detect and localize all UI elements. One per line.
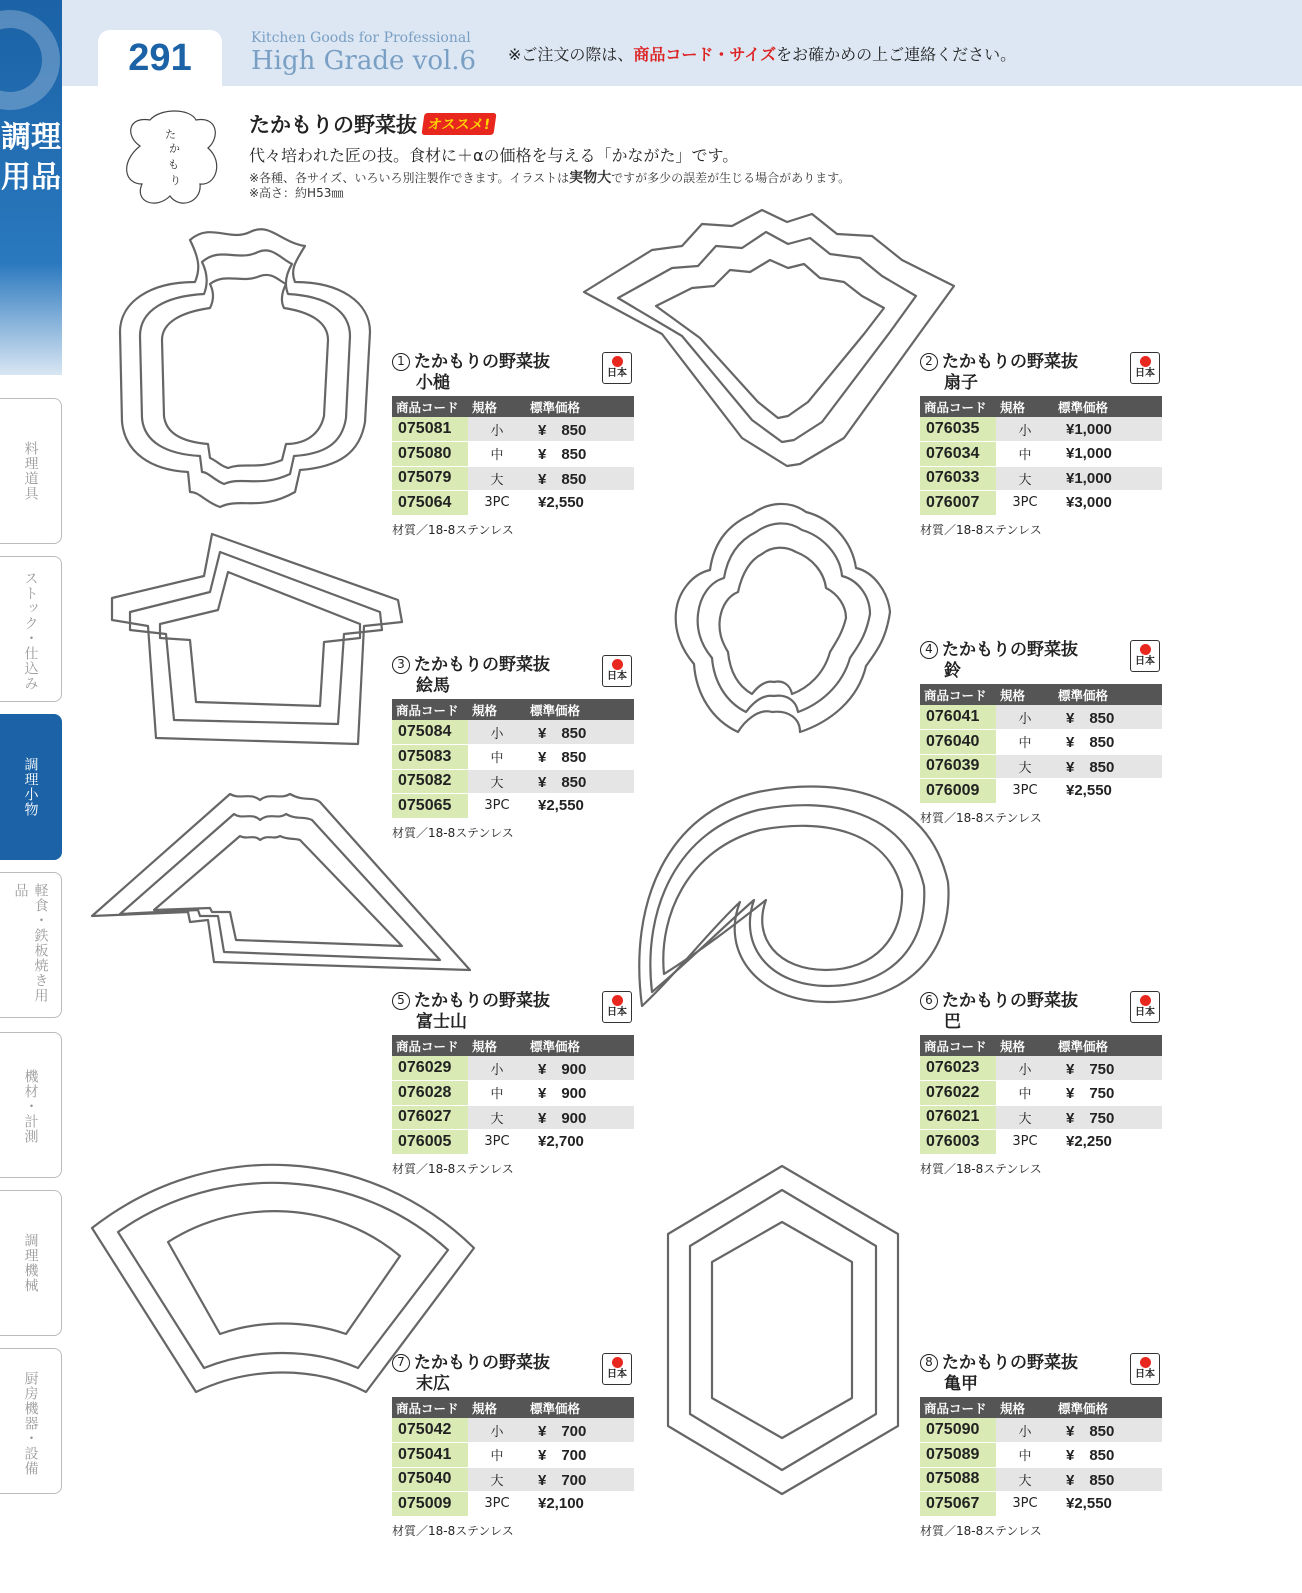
product-code: 076029	[392, 1056, 468, 1081]
product-price: ¥2,550	[526, 794, 634, 819]
product-price: ¥ 850	[526, 745, 634, 770]
japan-flag-icon	[1130, 1353, 1160, 1385]
product-size: 小	[996, 1056, 1054, 1081]
product-title: たかもりの野菜抜	[942, 640, 1078, 660]
product-subname: 絵馬	[416, 676, 450, 696]
japan-flag-icon	[602, 655, 632, 687]
table-row	[920, 705, 1162, 730]
sidebar-main-title: 調理用品	[1, 120, 61, 195]
product-price: ¥1,000	[1054, 466, 1162, 491]
table-row	[392, 1081, 634, 1106]
product-number: 4	[920, 641, 938, 659]
table-row	[920, 1418, 1162, 1443]
product-code: 076028	[392, 1081, 468, 1106]
price-table	[920, 396, 1162, 516]
sidebar-tab-label: 軽食・鉄板焼き用品	[12, 883, 49, 1003]
product-subname: 鈴	[944, 661, 961, 681]
product-size: 小	[468, 1418, 526, 1443]
table-row	[920, 1056, 1162, 1081]
product-name	[920, 352, 1162, 396]
japan-flag-icon	[602, 991, 632, 1023]
japan-flag-icon	[602, 1353, 632, 1385]
takamori-logo-icon	[120, 106, 226, 216]
table-header-row	[920, 1397, 1162, 1418]
product-size: 中	[996, 1081, 1054, 1106]
product-price: ¥ 850	[526, 769, 634, 794]
column-header: 標準価格	[1054, 396, 1162, 417]
table-row	[392, 1130, 634, 1155]
column-header: 標準価格	[526, 1397, 634, 1418]
product-name	[920, 640, 1162, 684]
table-row	[392, 491, 634, 516]
table-row	[392, 769, 634, 794]
product-price: ¥ 750	[1054, 1056, 1162, 1081]
sidebar-main-section	[0, 0, 62, 375]
note-bold: 実物大	[569, 170, 612, 186]
product-size: 3PC	[996, 779, 1054, 804]
product-size: 3PC	[996, 1492, 1054, 1517]
table-header-row	[392, 699, 634, 720]
price-table	[392, 699, 634, 819]
table-row	[392, 442, 634, 467]
product-size: 3PC	[468, 1130, 526, 1155]
column-header: 標準価格	[526, 396, 634, 417]
product-price: ¥ 850	[526, 720, 634, 745]
japan-flag-icon	[1130, 352, 1160, 384]
table-header-row	[392, 396, 634, 417]
table-row	[392, 1056, 634, 1081]
origin-label: 日本	[1135, 1369, 1155, 1380]
product-subname: 小槌	[416, 373, 450, 393]
table-row	[920, 1105, 1162, 1130]
product-code: 075040	[392, 1467, 468, 1492]
order-notice	[508, 42, 1016, 65]
product-block	[392, 1353, 634, 1539]
product-size: 大	[996, 1467, 1054, 1492]
product-code: 075065	[392, 794, 468, 819]
table-row	[392, 720, 634, 745]
table-row	[920, 466, 1162, 491]
page-number: 291	[98, 30, 222, 86]
folding-fan-cutter-illustration	[582, 206, 962, 472]
product-number: 2	[920, 353, 938, 371]
product-code: 075079	[392, 466, 468, 491]
column-header: 規格	[996, 396, 1054, 417]
column-header: 標準価格	[526, 699, 634, 720]
sidebar-tab-2[interactable]	[0, 556, 62, 702]
table-header-row	[392, 1397, 634, 1418]
table-header-row	[920, 1035, 1162, 1056]
product-number: 3	[392, 656, 410, 674]
product-number: 5	[392, 992, 410, 1010]
column-header: 商品コード	[392, 1035, 468, 1056]
product-code: 076009	[920, 779, 996, 804]
material-note: 材質／18-8ステンレス	[392, 1161, 514, 1176]
product-price: ¥2,100	[526, 1492, 634, 1517]
column-header: 商品コード	[392, 699, 468, 720]
japan-flag-icon	[1130, 640, 1160, 672]
intro-height-note: ※高さ：約H53㎜	[249, 186, 344, 200]
column-header: 商品コード	[920, 684, 996, 705]
product-price: ¥2,550	[1054, 1492, 1162, 1517]
product-code: 075042	[392, 1418, 468, 1443]
sidebar-tab-label: 調理小物	[22, 757, 39, 817]
product-price: ¥ 850	[1054, 730, 1162, 755]
origin-label: 日本	[1135, 368, 1155, 379]
sidebar-tab-label: 厨房機器・設備	[22, 1371, 39, 1476]
logo-char: も	[168, 158, 179, 171]
sidebar-tab-7[interactable]	[0, 1348, 62, 1494]
product-size: 中	[468, 1081, 526, 1106]
product-price: ¥ 900	[526, 1056, 634, 1081]
product-code: 075089	[920, 1443, 996, 1468]
origin-label: 日本	[607, 1007, 627, 1018]
logo-char: た	[165, 128, 176, 141]
japan-flag-icon	[1130, 991, 1160, 1023]
product-price: ¥ 850	[1054, 705, 1162, 730]
product-code: 076027	[392, 1105, 468, 1130]
product-size: 大	[468, 1105, 526, 1130]
sidebar-tab-label: ストック・仕込み	[22, 571, 39, 691]
product-number: 8	[920, 1354, 938, 1372]
product-block	[920, 991, 1162, 1177]
material-note: 材質／18-8ステンレス	[920, 810, 1042, 825]
table-row	[392, 417, 634, 442]
product-title: たかもりの野菜抜	[942, 1353, 1078, 1373]
table-row	[392, 794, 634, 819]
intro-title	[249, 109, 495, 139]
product-code: 076007	[920, 491, 996, 516]
mallet-cutter-illustration	[110, 222, 380, 522]
product-price: ¥ 850	[526, 466, 634, 491]
product-block	[392, 655, 634, 841]
sidebar-tab-1[interactable]	[0, 398, 62, 544]
product-title: たかもりの野菜抜	[414, 352, 550, 372]
sidebar-tab-label: 機材・計測	[22, 1069, 39, 1144]
product-price: ¥ 750	[1054, 1081, 1162, 1106]
table-row	[920, 1081, 1162, 1106]
table-row	[392, 745, 634, 770]
product-name	[392, 655, 634, 699]
product-code: 075084	[392, 720, 468, 745]
product-price: ¥3,000	[1054, 491, 1162, 516]
product-number: 6	[920, 992, 938, 1010]
product-title: たかもりの野菜抜	[942, 352, 1078, 372]
table-row	[920, 417, 1162, 442]
product-size: 中	[468, 745, 526, 770]
table-row	[920, 1443, 1162, 1468]
product-code: 075090	[920, 1418, 996, 1443]
intro-subtitle: 代々培われた匠の技。食材に＋αの価格を与える「かながた」です。	[249, 146, 739, 165]
intro-title-text: たかもりの野菜抜	[249, 113, 417, 137]
table-row	[392, 1443, 634, 1468]
sidebar-tab-label: 料理道具	[22, 441, 39, 501]
product-price: ¥2,250	[1054, 1130, 1162, 1155]
column-header: 商品コード	[392, 1397, 468, 1418]
product-code: 075067	[920, 1492, 996, 1517]
note-text: ですが多少の誤差が生じる場合があります。	[611, 171, 851, 185]
product-name	[392, 991, 634, 1035]
sidebar	[0, 0, 62, 1593]
price-table	[392, 1035, 634, 1155]
product-size: 大	[996, 1105, 1054, 1130]
product-price: ¥ 900	[526, 1105, 634, 1130]
product-code: 075088	[920, 1467, 996, 1492]
product-title: たかもりの野菜抜	[414, 655, 550, 675]
product-title: たかもりの野菜抜	[942, 991, 1078, 1011]
product-code: 075083	[392, 745, 468, 770]
product-price: ¥ 850	[1054, 1467, 1162, 1492]
product-price: ¥2,550	[1054, 779, 1162, 804]
product-size: 3PC	[996, 491, 1054, 516]
product-size: 中	[996, 442, 1054, 467]
product-size: 大	[468, 1467, 526, 1492]
product-code: 076005	[392, 1130, 468, 1155]
sidebar-tab-label: 調理機械	[22, 1233, 39, 1293]
product-subname: 巴	[944, 1012, 961, 1032]
product-price: ¥1,000	[1054, 442, 1162, 467]
notice-text: ※ご注文の際は、	[508, 45, 634, 64]
product-size: 3PC	[468, 1492, 526, 1517]
product-size: 中	[996, 730, 1054, 755]
price-table	[920, 684, 1162, 804]
origin-label: 日本	[607, 671, 627, 682]
origin-label: 日本	[1135, 656, 1155, 667]
product-size: 3PC	[468, 794, 526, 819]
column-header: 規格	[468, 396, 526, 417]
column-header: 標準価格	[526, 1035, 634, 1056]
material-note: 材質／18-8ステンレス	[392, 522, 514, 537]
notice-emphasis: 商品コード・サイズ	[633, 45, 777, 64]
column-header: 商品コード	[920, 1397, 996, 1418]
product-code: 075081	[392, 417, 468, 442]
table-header-row	[920, 684, 1162, 705]
product-code: 076003	[920, 1130, 996, 1155]
product-name	[392, 352, 634, 396]
material-note: 材質／18-8ステンレス	[920, 1523, 1042, 1538]
column-header: 規格	[996, 1035, 1054, 1056]
product-title: たかもりの野菜抜	[414, 1353, 550, 1373]
product-subname: 亀甲	[944, 1374, 978, 1394]
product-size: 中	[468, 1443, 526, 1468]
sidebar-tab-6[interactable]	[0, 1190, 62, 1336]
product-code: 076034	[920, 442, 996, 467]
product-size: 小	[468, 1056, 526, 1081]
product-block	[392, 352, 634, 538]
table-row	[920, 754, 1162, 779]
product-block	[392, 991, 634, 1177]
product-code: 075080	[392, 442, 468, 467]
column-header: 標準価格	[1054, 1035, 1162, 1056]
product-name	[392, 1353, 634, 1397]
product-price: ¥1,000	[1054, 417, 1162, 442]
tomoe-cutter-illustration	[638, 782, 954, 1010]
product-price: ¥ 850	[1054, 1443, 1162, 1468]
product-size: 3PC	[996, 1130, 1054, 1155]
material-note: 材質／18-8ステンレス	[392, 1523, 514, 1538]
column-header: 規格	[468, 1397, 526, 1418]
table-row	[392, 1467, 634, 1492]
table-row	[920, 730, 1162, 755]
origin-label: 日本	[607, 1369, 627, 1380]
product-code: 076021	[920, 1105, 996, 1130]
ema-cutter-illustration	[108, 530, 408, 748]
product-subname: 扇子	[944, 373, 978, 393]
product-size: 3PC	[468, 491, 526, 516]
product-block	[920, 352, 1162, 538]
product-block	[920, 640, 1162, 826]
product-code: 076041	[920, 705, 996, 730]
logo-char: り	[170, 174, 181, 187]
sidebar-tab-5[interactable]	[0, 1032, 62, 1178]
decorative-ring-icon	[0, 10, 60, 110]
product-size: 小	[996, 705, 1054, 730]
product-title: たかもりの野菜抜	[414, 991, 550, 1011]
logo-char: か	[169, 142, 180, 155]
hexagon-cutter-illustration	[664, 1164, 902, 1496]
product-code: 076022	[920, 1081, 996, 1106]
product-size: 中	[468, 442, 526, 467]
column-header: 商品コード	[920, 396, 996, 417]
product-size: 小	[468, 720, 526, 745]
product-price: ¥ 750	[1054, 1105, 1162, 1130]
table-header-row	[920, 396, 1162, 417]
series-subtitle: Kitchen Goods for Professional	[251, 30, 471, 46]
product-code: 075082	[392, 769, 468, 794]
table-row	[920, 442, 1162, 467]
note-text: ※各種、各サイズ、いろいろ別注製作できます。イラストは	[249, 171, 570, 185]
column-header: 標準価格	[1054, 1397, 1162, 1418]
product-name	[920, 1353, 1162, 1397]
product-code: 075064	[392, 491, 468, 516]
product-code: 076039	[920, 754, 996, 779]
product-code: 076040	[920, 730, 996, 755]
product-block	[920, 1353, 1162, 1539]
table-row	[920, 491, 1162, 516]
product-size: 中	[996, 1443, 1054, 1468]
product-size: 大	[468, 466, 526, 491]
column-header: 規格	[468, 1035, 526, 1056]
table-header-row	[392, 1035, 634, 1056]
material-note: 材質／18-8ステンレス	[392, 825, 514, 840]
product-subname: 富士山	[416, 1012, 467, 1032]
price-table	[392, 396, 634, 516]
series-title: High Grade vol.6	[251, 46, 477, 76]
product-price: ¥ 850	[1054, 754, 1162, 779]
product-size: 大	[996, 754, 1054, 779]
product-number: 7	[392, 1354, 410, 1372]
column-header: 商品コード	[392, 396, 468, 417]
product-price: ¥ 700	[526, 1418, 634, 1443]
origin-label: 日本	[607, 368, 627, 379]
column-header: 標準価格	[1054, 684, 1162, 705]
table-row	[392, 466, 634, 491]
product-size: 大	[996, 466, 1054, 491]
recommend-badge: オススメ!	[421, 113, 496, 135]
price-table	[920, 1035, 1162, 1155]
product-price: ¥ 700	[526, 1467, 634, 1492]
notice-text: をお確かめの上ご連絡ください。	[776, 45, 1017, 64]
product-subname: 末広	[416, 1374, 450, 1394]
column-header: 規格	[996, 1397, 1054, 1418]
japan-flag-icon	[602, 352, 632, 384]
product-code: 075009	[392, 1492, 468, 1517]
column-header: 商品コード	[920, 1035, 996, 1056]
table-row	[392, 1105, 634, 1130]
product-price: ¥ 850	[526, 417, 634, 442]
product-price: ¥ 850	[526, 442, 634, 467]
table-row	[920, 779, 1162, 804]
product-code: 076033	[920, 466, 996, 491]
sidebar-tab-4[interactable]	[0, 872, 62, 1018]
price-table	[920, 1397, 1162, 1517]
material-note: 材質／18-8ステンレス	[920, 522, 1042, 537]
product-size: 小	[996, 417, 1054, 442]
origin-label: 日本	[1135, 1007, 1155, 1018]
table-row	[920, 1492, 1162, 1517]
product-number: 1	[392, 353, 410, 371]
table-row	[920, 1467, 1162, 1492]
product-price: ¥ 900	[526, 1081, 634, 1106]
product-price: ¥ 700	[526, 1443, 634, 1468]
table-row	[392, 1492, 634, 1517]
table-row	[920, 1130, 1162, 1155]
column-header: 規格	[468, 699, 526, 720]
product-name	[920, 991, 1162, 1035]
column-header: 規格	[996, 684, 1054, 705]
product-code: 075041	[392, 1443, 468, 1468]
product-price: ¥2,550	[526, 491, 634, 516]
product-size: 大	[468, 769, 526, 794]
sidebar-tab-3[interactable]	[0, 714, 62, 860]
material-note: 材質／18-8ステンレス	[920, 1161, 1042, 1176]
product-code: 076023	[920, 1056, 996, 1081]
product-price: ¥ 850	[1054, 1418, 1162, 1443]
price-table	[392, 1397, 634, 1517]
bell-cutter-illustration	[670, 500, 896, 744]
product-code: 076035	[920, 417, 996, 442]
product-price: ¥2,700	[526, 1130, 634, 1155]
table-row	[392, 1418, 634, 1443]
product-size: 小	[996, 1418, 1054, 1443]
product-size: 小	[468, 417, 526, 442]
